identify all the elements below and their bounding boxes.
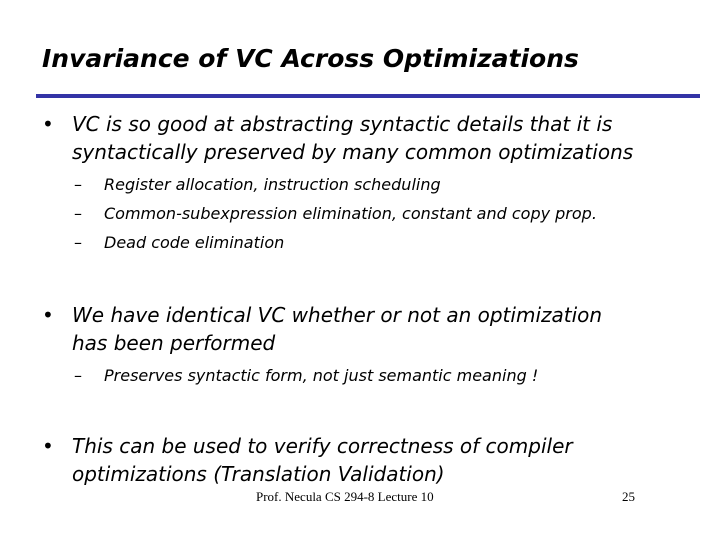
sub-bullet-dash: – <box>74 366 82 385</box>
bullet-dot: • <box>42 112 54 136</box>
bullet-item <box>36 301 696 357</box>
sub-bullet-item <box>36 228 696 257</box>
sub-bullet-item <box>36 199 696 228</box>
sub-bullet-item <box>36 361 696 390</box>
sub-bullet-dash: – <box>74 233 82 252</box>
bullet-line: We have identical VC whether or not an optimization <box>72 303 603 327</box>
bullet-line: optimizations (Translation Validation) <box>72 462 445 486</box>
sub-bullet-text: Register allocation, instruction scheduling <box>104 175 441 194</box>
slide-footer: Prof. Necula CS 294-8 Lecture 10 <box>256 489 434 504</box>
bullet-item <box>36 432 696 488</box>
bullet-dot: • <box>42 303 54 327</box>
bullet-line: This can be used to verify correctness of compiler <box>72 434 573 458</box>
sub-bullet-item <box>36 170 696 199</box>
page-number: 25 <box>622 489 635 504</box>
bullet-line: VC is so good at abstracting syntactic details that it is <box>72 112 613 136</box>
bullet-item <box>36 110 696 166</box>
slide-content <box>36 110 696 488</box>
sub-bullet-text: Common-subexpression elimination, constant and copy prop. <box>104 204 597 223</box>
sub-bullet-dash: – <box>74 175 82 194</box>
spacer <box>36 390 696 432</box>
bullet-dot: • <box>42 434 54 458</box>
title-underline <box>36 94 700 98</box>
sub-bullet-text: Preserves syntactic form, not just semantic meaning ! <box>104 366 539 385</box>
spacer <box>36 257 696 301</box>
sub-bullet-text: Dead code elimination <box>104 233 285 252</box>
sub-list <box>36 361 696 390</box>
bullet-line: syntactically preserved by many common optimizations <box>72 140 634 164</box>
sub-bullet-dash: – <box>74 204 82 223</box>
slide-title: Invariance of VC Across Optimizations <box>42 44 579 73</box>
sub-list <box>36 170 696 257</box>
bullet-line: has been performed <box>72 331 276 355</box>
